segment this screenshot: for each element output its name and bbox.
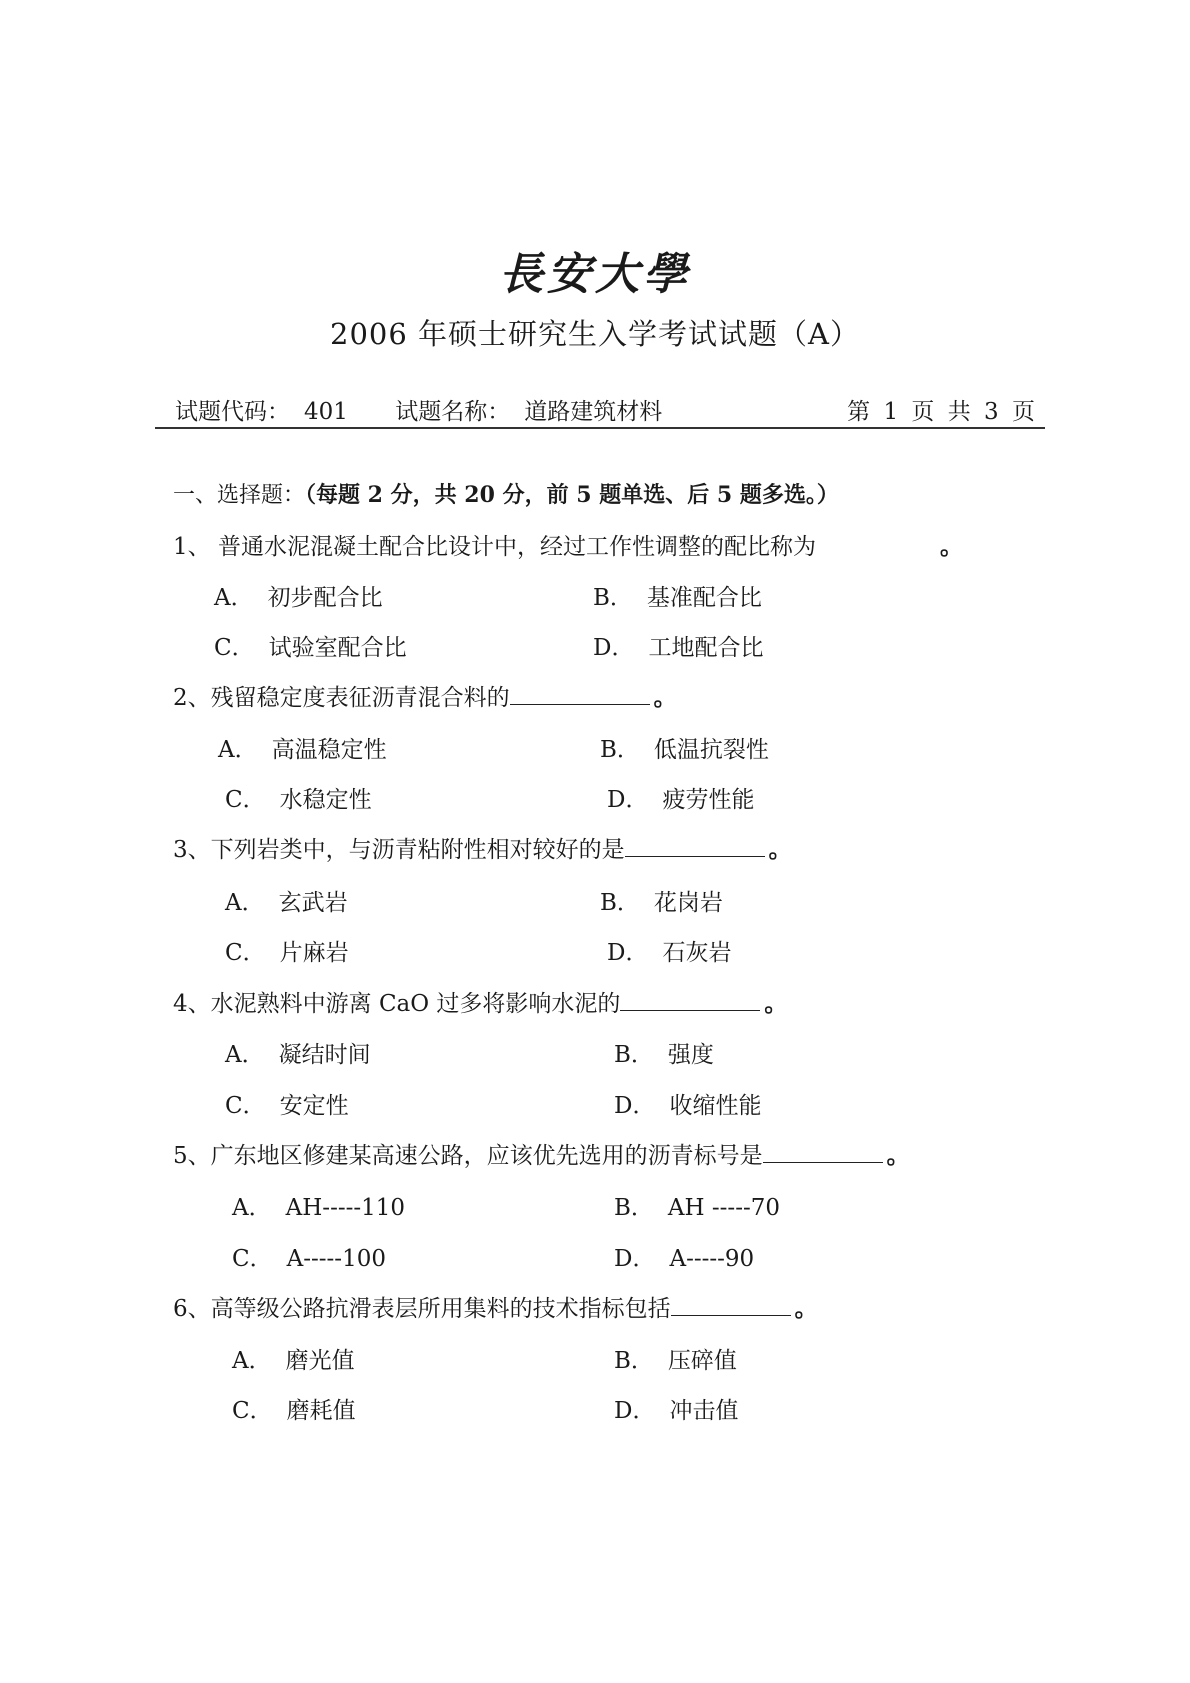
answer-blank (625, 838, 765, 857)
option: B． 低温抗裂性 (600, 737, 769, 763)
answer-blank (763, 1144, 883, 1163)
question-text: 1、 普通水泥混凝土配合比设计中，经过工作性调整的配比称为 (173, 534, 816, 560)
section-heading (173, 478, 839, 509)
option: A． 玄武岩 (225, 890, 348, 916)
option: D． A-----90 (614, 1246, 755, 1272)
answer-blank (671, 1297, 791, 1316)
exam-code-line (175, 393, 676, 426)
option: C． 安定性 (225, 1093, 349, 1119)
question-end: 。 (653, 684, 677, 711)
question-stem (173, 985, 787, 1018)
name-label: 试题名称： (395, 399, 511, 425)
answer-blank (620, 992, 760, 1011)
question-stem (173, 831, 792, 864)
option: B． 强度 (614, 1042, 714, 1068)
option: C． 磨耗值 (232, 1398, 356, 1424)
question-stem (173, 1290, 818, 1323)
university-logo: 長安大學 (499, 249, 691, 300)
question-stem (173, 528, 963, 561)
section-title: 一、选择题： (173, 483, 306, 508)
answer-blank (510, 686, 650, 705)
option: A． AH-----110 (232, 1195, 406, 1221)
option: A． 初步配合比 (214, 585, 383, 611)
question-end: 。 (939, 533, 963, 560)
question-text: 3、下列岩类中，与沥青粘附性相对较好的是 (173, 837, 625, 863)
question-stem (173, 1137, 910, 1170)
question-stem (173, 679, 677, 712)
option: B． 花岗岩 (600, 890, 723, 916)
option: C． 片麻岩 (225, 940, 349, 966)
question-text: 2、残留稳定度表征沥青混合料的 (173, 685, 510, 711)
option: B． 压碎值 (614, 1348, 737, 1374)
option: B． AH -----70 (614, 1195, 781, 1221)
name-value: 道路建筑材料 (524, 399, 663, 425)
question-end: 。 (768, 836, 792, 863)
section-note: （每题 2 分，共 20 分，前 5 题单选、后 5 题多选。） (305, 482, 839, 508)
code-value: 401 (304, 399, 348, 425)
option: D． 疲劳性能 (607, 787, 755, 813)
question-end: 。 (764, 990, 788, 1017)
option: D． 冲击值 (614, 1398, 739, 1424)
header-rule (155, 427, 1045, 429)
question-text: 4、水泥熟料中游离 CaO 过多将影响水泥的 (173, 991, 621, 1017)
option: D． 工地配合比 (593, 635, 764, 661)
question-end: 。 (886, 1142, 910, 1169)
question-text: 5、广东地区修建某高速公路，应该优先选用的沥青标号是 (173, 1143, 763, 1169)
option: A． 磨光值 (232, 1348, 355, 1374)
option: A． 高温稳定性 (218, 737, 387, 763)
option: C． A-----100 (232, 1246, 386, 1272)
code-label: 试题代码： (175, 399, 290, 425)
option: A． 凝结时间 (225, 1042, 371, 1068)
question-end: 。 (794, 1295, 818, 1322)
option: C． 水稳定性 (225, 787, 372, 813)
option: D． 收缩性能 (614, 1093, 762, 1119)
page-info: 第 1 页 共 3 页 (847, 399, 1035, 425)
option: D． 石灰岩 (607, 940, 732, 966)
exam-title: 2006 年硕士研究生入学考试试题（A） (330, 317, 860, 351)
option: B． 基准配合比 (593, 585, 762, 611)
question-text: 6、高等级公路抗滑表层所用集料的技术指标包括 (173, 1296, 671, 1322)
option: C． 试验室配合比 (214, 635, 407, 661)
